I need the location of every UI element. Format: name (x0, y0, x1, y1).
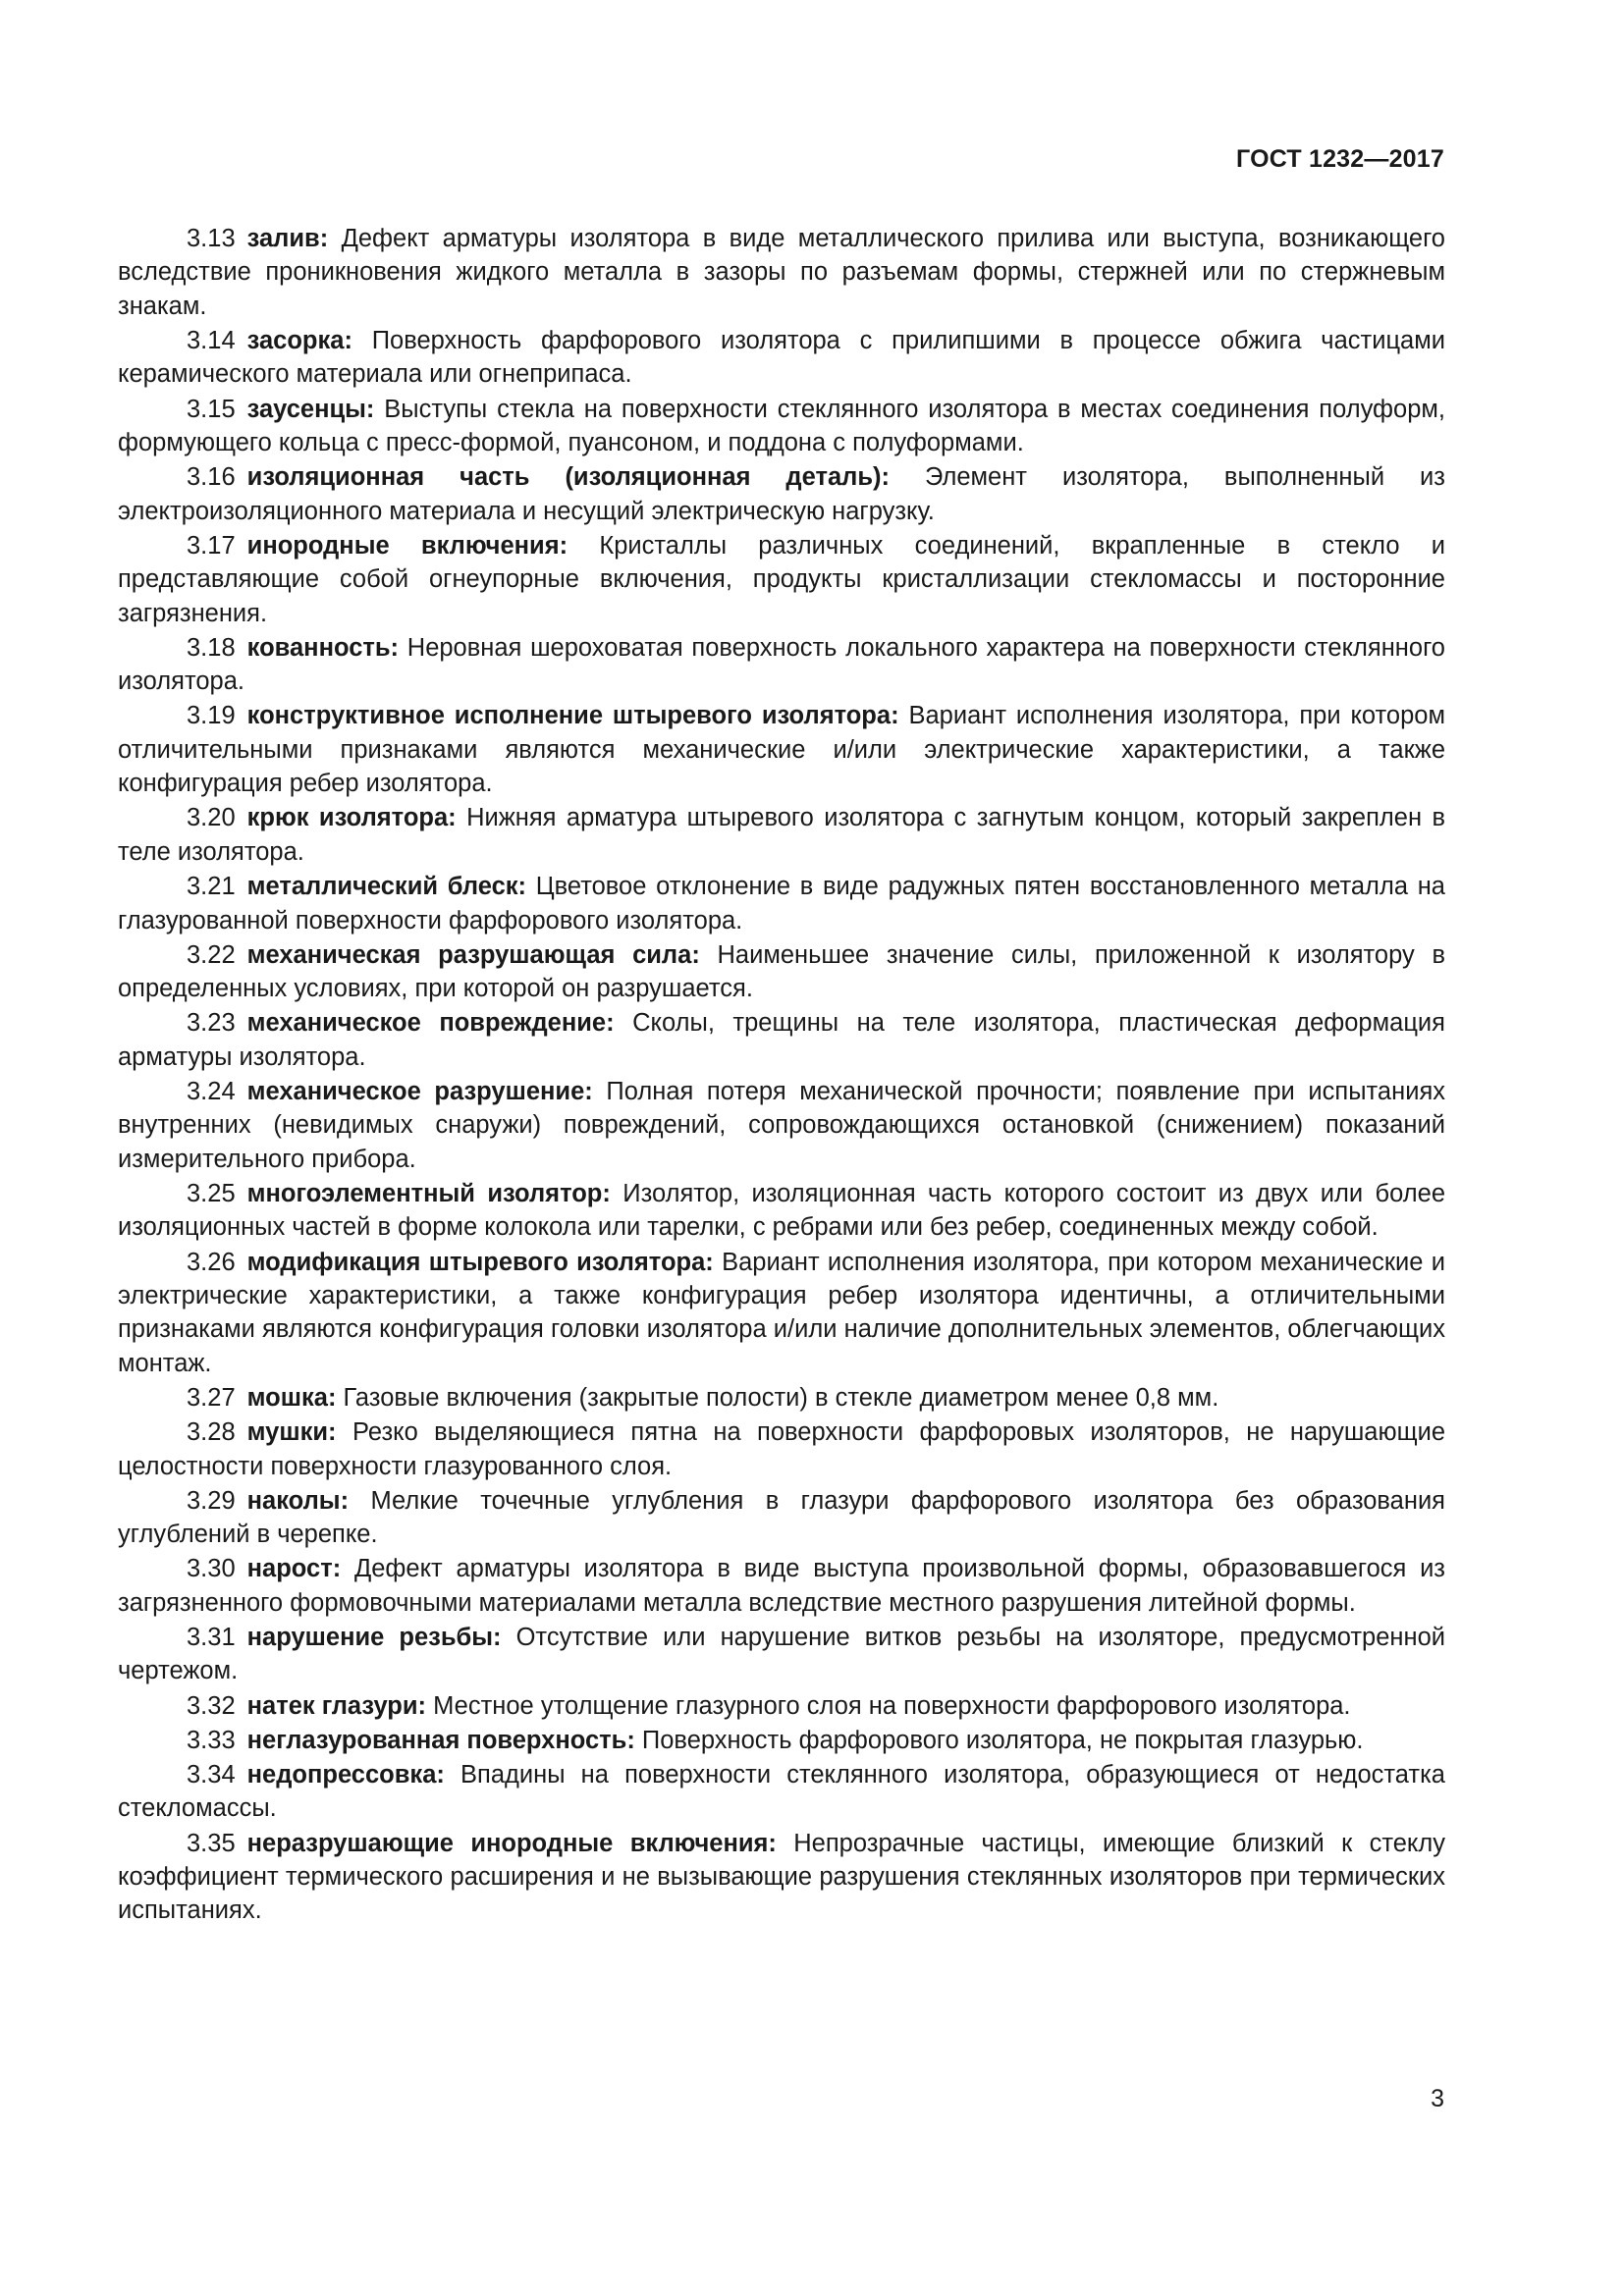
term-entry (118, 1758, 1445, 1826)
term-entry (118, 1006, 1445, 1074)
term-entry (118, 1415, 1445, 1483)
term-definition: Дефект арматуры изолятора в виде выступа произвольной формы, образовавшегося из загрязненного формовочными материалами металла вследствие местного разрушения литейной формы. (118, 1555, 1446, 1617)
term-definition: Отсутствие или нарушение витков резьбы на изоляторе, предусмотренной чертежом. (118, 1624, 1445, 1685)
term-number: 3.20 (187, 804, 236, 832)
term-definition: Элемент изолятора, выполненный из электроизоляционного материала и несущий электрическую нагрузку. (118, 463, 1445, 525)
term-entry (118, 222, 1445, 323)
term-definition: Вариант исполнения изолятора, при котором отличительными признаками являются механические и/или электрические характеристики, а также конфигурация ребер изолятора. (118, 702, 1445, 798)
term-name: натек глазури: (246, 1691, 427, 1720)
document-code-header: ГОСТ 1232—2017 (1236, 145, 1444, 173)
term-number: 3.31 (187, 1624, 236, 1651)
term-entry (118, 1075, 1445, 1176)
term-number: 3.30 (187, 1555, 236, 1583)
term-name: механическое повреждение: (246, 1009, 615, 1038)
term-name: механическое разрушение: (246, 1077, 593, 1105)
term-entry (118, 1552, 1445, 1620)
term-number: 3.14 (187, 327, 236, 355)
term-number: 3.17 (187, 531, 236, 560)
term-number: 3.32 (187, 1691, 236, 1720)
term-name: инородные включения: (246, 531, 568, 560)
term-definition: Непрозрачные частицы, имеющие близкий к стеклу коэффициент термического расширения и не вызывающие разрушения стеклянных изоляторов при термических испытаниях. (118, 1829, 1446, 1925)
term-definition: Цветовое отклонение в виде радужных пятен восстановленного металла на глазурованной поверхности фарфорового изолятора. (118, 873, 1445, 934)
term-definition: Полная потеря механической прочности; появление при испытаниях внутренних (невидимых снаружи) повреждений, сопровождающихся остановкой (снижением) показаний измерительного прибора. (118, 1077, 1445, 1173)
term-number: 3.26 (187, 1248, 236, 1276)
term-definition: Мелкие точечные углубления в глазури фарфорового изолятора без образования углублений в черепке. (118, 1486, 1445, 1549)
term-definition: Местное утолщение глазурного слоя на поверхности фарфорового изолятора. (433, 1691, 1351, 1720)
term-entry (118, 870, 1445, 937)
term-name: засорка: (246, 327, 352, 355)
term-number: 3.13 (187, 225, 236, 252)
page-number: 3 (1431, 2085, 1444, 2112)
term-entry (118, 529, 1445, 630)
term-name: заусенцы: (246, 395, 375, 423)
term-number: 3.33 (187, 1726, 236, 1754)
term-name: кованность: (246, 633, 400, 662)
terms-definitions-list (118, 222, 1445, 1929)
term-definition: Резко выделяющиеся пятна на поверхности фарфоровых изоляторов, не нарушающие целостности поверхности глазурованного слоя. (118, 1418, 1446, 1480)
term-name: механическая разрушающая сила: (246, 940, 700, 969)
term-definition: Дефект арматуры изолятора в виде металлического прилива или выступа, возникающего вследствие проникновения жидкого металла в зазоры по разъемам формы, стержней или по стержневым знакам. (118, 225, 1445, 320)
term-entry (118, 1827, 1445, 1928)
term-definition: Поверхность фарфорового изолятора с прилипшими в процессе обжига частицами керамического материала или огнеприпаса. (118, 327, 1446, 389)
term-entry (118, 1484, 1445, 1552)
term-definition: Впадины на поверхности стеклянного изолятора, образующиеся от недостатка стекломассы. (118, 1761, 1445, 1823)
term-entry (118, 801, 1445, 869)
term-name: металлический блеск: (246, 873, 527, 901)
term-number: 3.22 (187, 940, 236, 969)
term-name: модификация штыревого изолятора: (246, 1248, 714, 1276)
term-entry (118, 393, 1445, 460)
term-number: 3.23 (187, 1009, 236, 1038)
term-entry (118, 1621, 1445, 1688)
term-number: 3.21 (187, 873, 236, 901)
term-name: неразрушающие инородные включения: (246, 1829, 777, 1857)
term-definition: Газовые включения (закрытые полости) в стекле диаметром менее 0,8 мм. (343, 1383, 1219, 1412)
term-definition: Сколы, трещины на теле изолятора, пластическая деформация арматуры изолятора. (118, 1009, 1445, 1071)
term-entry (118, 1246, 1445, 1381)
term-entry (118, 460, 1445, 528)
term-entry (118, 324, 1445, 392)
term-entry (118, 1381, 1445, 1415)
term-definition: Неровная шероховатая поверхность локального характера на поверхности стеклянного изолятора. (118, 633, 1445, 696)
term-name: мошка: (246, 1383, 337, 1412)
term-number: 3.15 (187, 395, 236, 423)
term-number: 3.18 (187, 633, 236, 662)
term-definition: Поверхность фарфорового изолятора, не покрытая глазурью. (641, 1726, 1364, 1754)
term-name: нарушение резьбы: (246, 1624, 502, 1651)
term-entry (118, 699, 1445, 800)
term-number: 3.29 (187, 1486, 236, 1515)
term-number: 3.25 (187, 1179, 236, 1207)
term-entry (118, 1724, 1445, 1757)
term-entry (118, 631, 1445, 699)
term-name: многоэлементный изолятор: (246, 1179, 611, 1207)
term-definition: Вариант исполнения изолятора, при котором механические и электрические характеристики, а также конфигурация ребер изолятора идентичны, а отличительными признаками являются конфигурация головки изолятора и/или наличие дополнительных элементов, облегчающих монтаж. (118, 1248, 1445, 1377)
term-name: нарост: (246, 1555, 342, 1583)
term-name: неглазурованная поверхность: (246, 1726, 635, 1754)
term-entry (118, 1689, 1445, 1723)
term-name: наколы: (246, 1486, 350, 1515)
term-number: 3.28 (187, 1418, 236, 1447)
term-name: залив: (246, 225, 329, 252)
term-name: мушки: (246, 1418, 337, 1447)
term-definition: Кристаллы различных соединений, вкрапленные в стекло и представляющие собой огнеупорные включения, продукты кристаллизации стекломассы и посторонние загрязнения. (118, 531, 1445, 627)
term-definition: Изолятор, изоляционная часть которого состоит из двух или более изоляционных частей в форме колокола или тарелки, с ребрами или без ребер, соединенных между собой. (118, 1179, 1446, 1242)
term-number: 3.19 (187, 702, 236, 730)
term-number: 3.35 (187, 1829, 236, 1857)
term-definition: Нижняя арматура штыревого изолятора с загнутым концом, который закреплен в теле изолятора. (118, 804, 1446, 866)
term-definition: Выступы стекла на поверхности стеклянного изолятора в местах соединения полуформ, формующего кольца с пресс-формой, пуансоном, и поддона с полуформами. (118, 395, 1446, 457)
term-name: недопрессовка: (246, 1761, 445, 1789)
term-name: конструктивное исполнение штыревого изолятора: (246, 702, 899, 730)
term-number: 3.27 (187, 1383, 236, 1412)
term-definition: Наименьшее значение силы, приложенной к изолятору в определенных условиях, при которой он разрушается. (118, 940, 1445, 1003)
term-name: изоляционная часть (изоляционная деталь): (246, 463, 890, 492)
term-number: 3.24 (187, 1077, 236, 1105)
term-name: крюк изолятора: (246, 804, 457, 832)
term-number: 3.16 (187, 463, 236, 492)
term-number: 3.34 (187, 1761, 236, 1789)
term-entry (118, 1177, 1445, 1245)
term-entry (118, 938, 1445, 1006)
